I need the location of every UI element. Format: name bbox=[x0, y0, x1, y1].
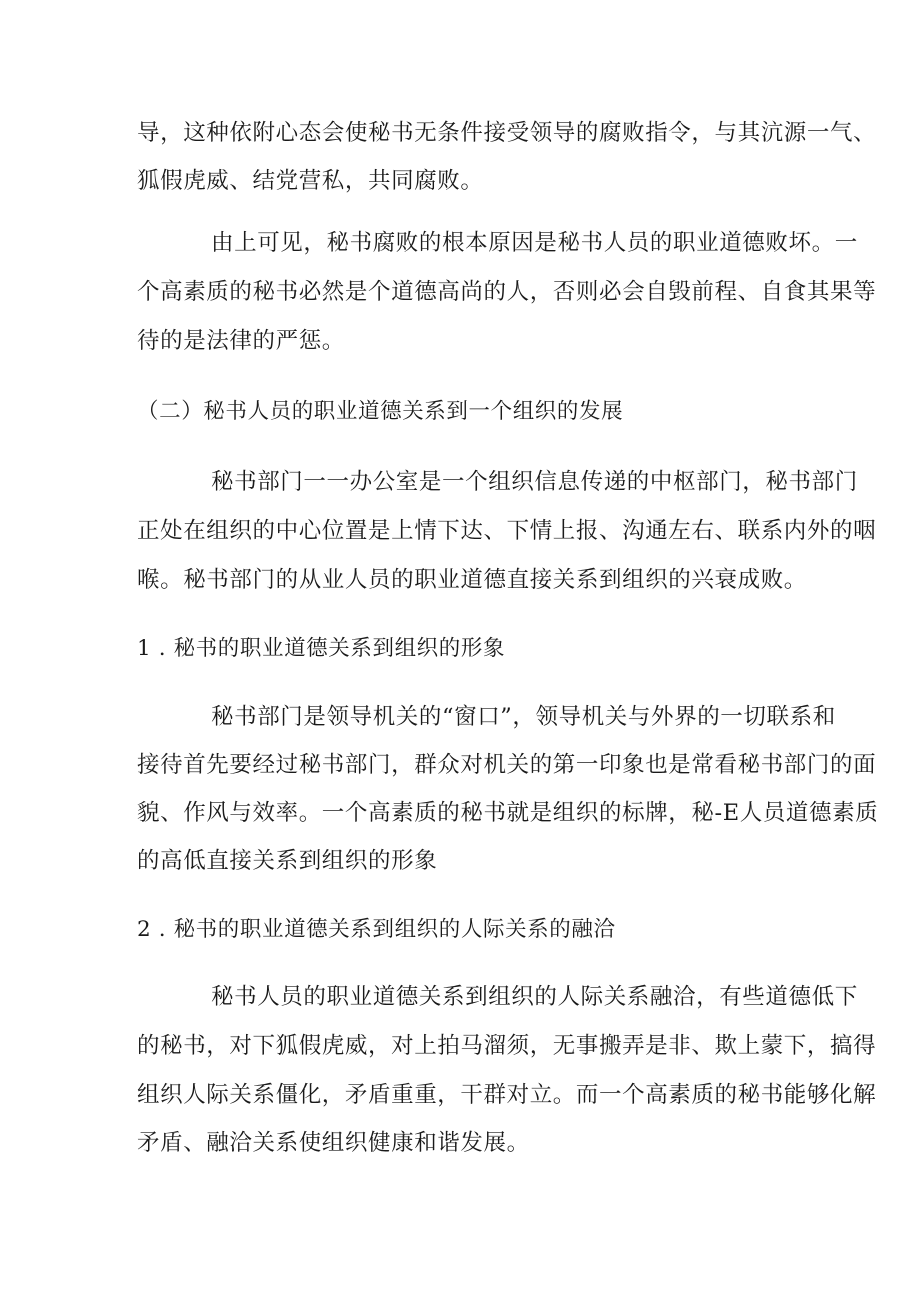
paragraph-line: 喉。秘书部门的从业人员的职业道德直接关系到组织的兴衰成败。 bbox=[137, 567, 807, 593]
paragraph-line: 貌、作风与效率。一个高素质的秘书就是组织的标牌，秘-E人员道德素质 bbox=[137, 800, 879, 826]
paragraph-line: 矛盾、融洽关系使组织健康和谐发展。 bbox=[137, 1130, 530, 1156]
paragraph-line: 秘书部门一一办公室是一个组织信息传递的中枢部门，秘书部门 bbox=[211, 469, 858, 495]
paragraph-line: 个高素质的秘书必然是个道德高尚的人，否则必会自毁前程、自食其果等 bbox=[137, 279, 877, 305]
paragraph-line: 导，这种依附心态会使秘书无条件接受领导的腐败指令，与其沆源一气、 bbox=[137, 120, 877, 146]
section-heading: （二）秘书人员的职业道德关系到一个组织的发展 bbox=[137, 399, 624, 424]
item-heading-1: 1 . 秘书的职业道德关系到组织的形象 bbox=[137, 636, 506, 661]
paragraph-line: 狐假虎威、结党营私，共同腐败。 bbox=[137, 168, 484, 194]
item-heading-2: 2 . 秘书的职业道德关系到组织的人际关系的融洽 bbox=[137, 917, 616, 942]
paragraph-line: 由上可见，秘书腐败的根本原因是秘书人员的职业道德败坏。一 bbox=[211, 230, 858, 256]
paragraph-line: 待的是法律的严惩。 bbox=[137, 328, 345, 354]
paragraph-line: 的高低直接关系到组织的形象 bbox=[137, 848, 438, 874]
paragraph-line: 的秘书，对下狐假虎威，对上拍马溜须，无事搬弄是非、欺上蒙下，搞得 bbox=[137, 1033, 877, 1059]
paragraph-line: 正处在组织的中心位置是上情下达、下情上报、沟通左右、联系内外的咽 bbox=[137, 518, 877, 544]
paragraph-line: 秘书部门是领导机关的“窗口”，领导机关与外界的一切联系和 bbox=[211, 704, 836, 730]
paragraph-line: 接待首先要经过秘书部门，群众对机关的第一印象也是常看秘书部门的面 bbox=[137, 752, 877, 778]
paragraph-line: 组织人际关系僵化，矛盾重重，干群对立。而一个高素质的秘书能够化解 bbox=[137, 1082, 877, 1108]
paragraph-line: 秘书人员的职业道德关系到组织的人际关系融洽，有些道德低下 bbox=[211, 984, 858, 1010]
